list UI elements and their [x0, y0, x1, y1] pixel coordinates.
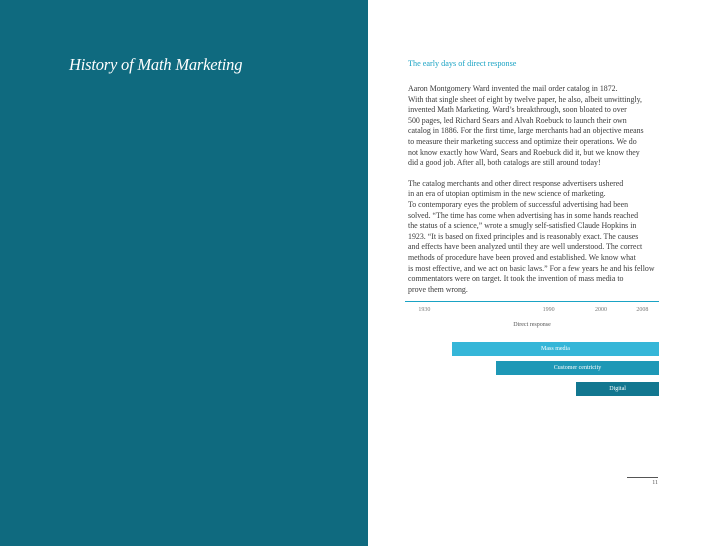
text-line: prove them wrong. [408, 284, 468, 294]
timeline-tick: 2008 [636, 307, 649, 313]
timeline-tick: 1990 [542, 307, 555, 313]
text-line: 1923. “It is based on fixed principles and is reasonably exact. The causes [408, 231, 639, 241]
timeline-axis [405, 301, 659, 302]
era-bar-digital: Digital [576, 382, 659, 396]
text-line: is most effective, and we act on basic laws.” For a few years he and his fellow [408, 263, 655, 273]
text-line: commentators were on target. It took the invention of mass media to [408, 274, 624, 284]
text-line: solved. “The time has come when advertising has in some hands reached [408, 210, 639, 220]
text-line: catalog in 1886. For the first time, large merchants had an objective means [408, 126, 644, 136]
text-line: to measure their marketing success and optimize their operations. We do [408, 136, 637, 146]
era-bar-direct-response: Direct response [405, 318, 659, 332]
text-line: the status of a science,” wrote a smugly self-satisfied Claude Hopkins in [408, 221, 637, 231]
text-line: did a good job. After all, both catalogs are still around today! [408, 158, 601, 168]
text-line: Aaron Montgomery Ward invented the mail order catalog in 1872. [408, 84, 618, 93]
paragraph-science-of-marketing [408, 179, 666, 296]
main-content [408, 59, 666, 305]
text-line: 500 pages, led Richard Sears and Alvah Roebuck to launch their own [408, 115, 627, 125]
chapter-title: History of Math Marketing [69, 55, 243, 74]
timeline-tick: 2000 [595, 307, 608, 313]
page-number-rule [627, 477, 658, 478]
era-bar-mass-media: Mass media [452, 342, 659, 356]
paragraph-catalog-history [408, 84, 666, 169]
text-line: not know exactly how Ward, Sears and Roebuck did it, but we know they [408, 147, 640, 157]
era-bar-customer-centricity: Customer centricity [496, 361, 659, 375]
text-line: The catalog merchants and other direct response advertisers ushered [408, 178, 624, 188]
marketing-eras-timeline [405, 301, 659, 397]
page-number: 11 [652, 480, 658, 486]
text-line: To contemporary eyes the problem of successful advertising had been [408, 199, 629, 209]
text-line: With that single sheet of eight by twelve paper, he also, albeit unwittingly, [408, 94, 642, 104]
section-heading: The early days of direct response [408, 59, 517, 68]
timeline-tick: 1930 [418, 307, 431, 313]
text-line: invented Math Marketing. Ward’s breakthrough, soon bloated to over [408, 105, 627, 115]
text-line: methods of procedure have been proved and established. We know what [408, 252, 636, 262]
text-line: and effects have been analyzed until they are well understood. The correct [408, 242, 643, 252]
text-line: in an era of utopian optimism in the new science of marketing. [408, 189, 606, 199]
